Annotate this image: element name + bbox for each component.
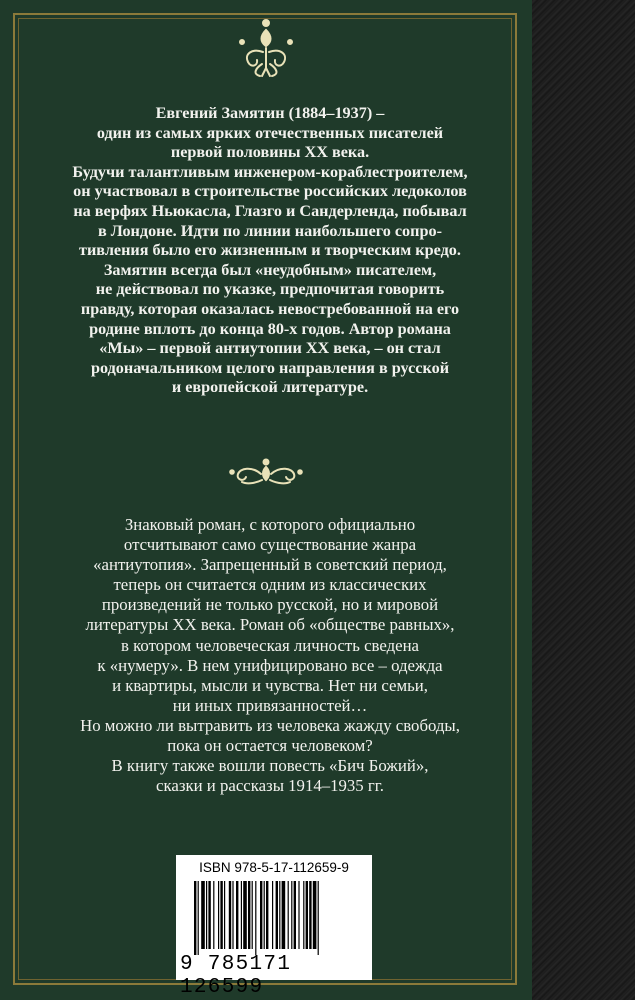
barcode-bar [248, 881, 250, 949]
barcode-bar [260, 881, 262, 949]
barcode-bar [294, 881, 296, 949]
barcode-bar [218, 881, 219, 949]
text-line: один из самых ярких отечественных писателей [96, 123, 444, 142]
barcode-bars [194, 881, 354, 955]
barcode-bar [306, 881, 308, 949]
text-line: Евгений Замятин (1884–1937) – [155, 104, 385, 122]
text-line: ни иных привязанностей… [172, 695, 368, 715]
barcode-bar [236, 881, 238, 949]
text-line: пока он остается человеком? [167, 736, 373, 756]
barcode-bar [232, 881, 233, 949]
text-line: и квартиры, мысли и чувства. Нет ни семьи, [112, 675, 428, 695]
text-line: родоначальником целого направления в русской [90, 358, 450, 377]
barcode-bar [194, 881, 196, 955]
barcode-bar [229, 881, 231, 949]
text-line: правду, которая оказалась невостребованной на его [80, 299, 460, 318]
text-line: родине вплоть до конца 80-х годов. Автор романа [89, 319, 451, 338]
barcode-bar [288, 881, 289, 949]
text-line: в котором человеческая личность сведена [120, 635, 420, 655]
middle-flourish-icon [228, 458, 304, 486]
book-spine [532, 0, 635, 1000]
text-line: литературы XX века. Роман об «обществе равных», [85, 615, 455, 635]
text-line: на верфях Ньюкасла, Глазго и Сандерленда, побывал [73, 201, 467, 220]
barcode-bar [276, 881, 278, 949]
barcode-bar [255, 881, 256, 955]
text-line: Будучи талантливым инженером-кораблестроителем, [72, 162, 468, 181]
barcode-bar [309, 881, 311, 949]
barcode-panel [176, 855, 372, 999]
text-line: первой половины XX века. [170, 143, 370, 162]
text-line: «Мы» – первой антиутопии XX века, – он стал [99, 339, 441, 358]
barcode-bar [291, 881, 292, 949]
text-line: Знаковый роман, с которого официально [124, 515, 416, 534]
barcode-bar [241, 881, 242, 949]
barcode-bar [266, 881, 268, 949]
barcode-bar [243, 881, 247, 949]
text-line: не действовал по указке, предпочитая говорить [95, 280, 445, 299]
barcode-bar [282, 881, 286, 949]
barcode-bar [279, 881, 280, 949]
barcode-bar [198, 881, 199, 955]
text-line: и европейской литературе. [171, 378, 369, 397]
text-line: В книгу также вошли повесть «Бич Божий», [111, 756, 429, 776]
about-author-text [70, 104, 470, 398]
barcode-bar [220, 881, 222, 949]
barcode-bar [303, 881, 304, 949]
text-line: к «нумеру». В нем унифицировано все – одежда [97, 655, 443, 675]
barcode-digits: 9 785171 126599 [180, 953, 292, 999]
text-line: тивления было его жизненным и творческим кредо. [79, 241, 461, 260]
barcode-bar [272, 881, 273, 949]
text-line: произведений не только русской, но и мировой [101, 595, 439, 615]
barcode-bar [318, 881, 319, 955]
top-flourish-icon [230, 18, 302, 80]
isbn-label: ISBN 978-5-17-112659-9 [199, 860, 349, 875]
text-line: он участвовал в строительстве российских ледоколов [73, 182, 467, 201]
text-line: сказки и рассказы 1914–1935 гг. [156, 776, 384, 796]
text-line: Но можно ли вытравить из человека жажду свободы, [80, 715, 460, 735]
barcode-bar [206, 881, 207, 949]
barcode-bar [313, 881, 317, 949]
text-line: Замятин всегда был «неудобным» писателем, [103, 260, 437, 279]
barcode-bar [264, 881, 265, 949]
text-line: «антиутопия». Запрещенный в советский период, [93, 555, 447, 575]
barcode-bar [298, 881, 299, 949]
about-book-text [60, 515, 480, 796]
barcode-bar [224, 881, 225, 949]
text-line: в Лондоне. Идти по линии наибольшего сопро- [98, 221, 442, 240]
barcode-bar [252, 881, 253, 949]
barcode-bar [201, 881, 205, 949]
barcode-bar [213, 881, 214, 949]
text-line: отсчитывают само существование жанра [123, 535, 417, 555]
text-line: теперь он считается одним из классических [113, 575, 427, 595]
barcode-bar [208, 881, 210, 949]
